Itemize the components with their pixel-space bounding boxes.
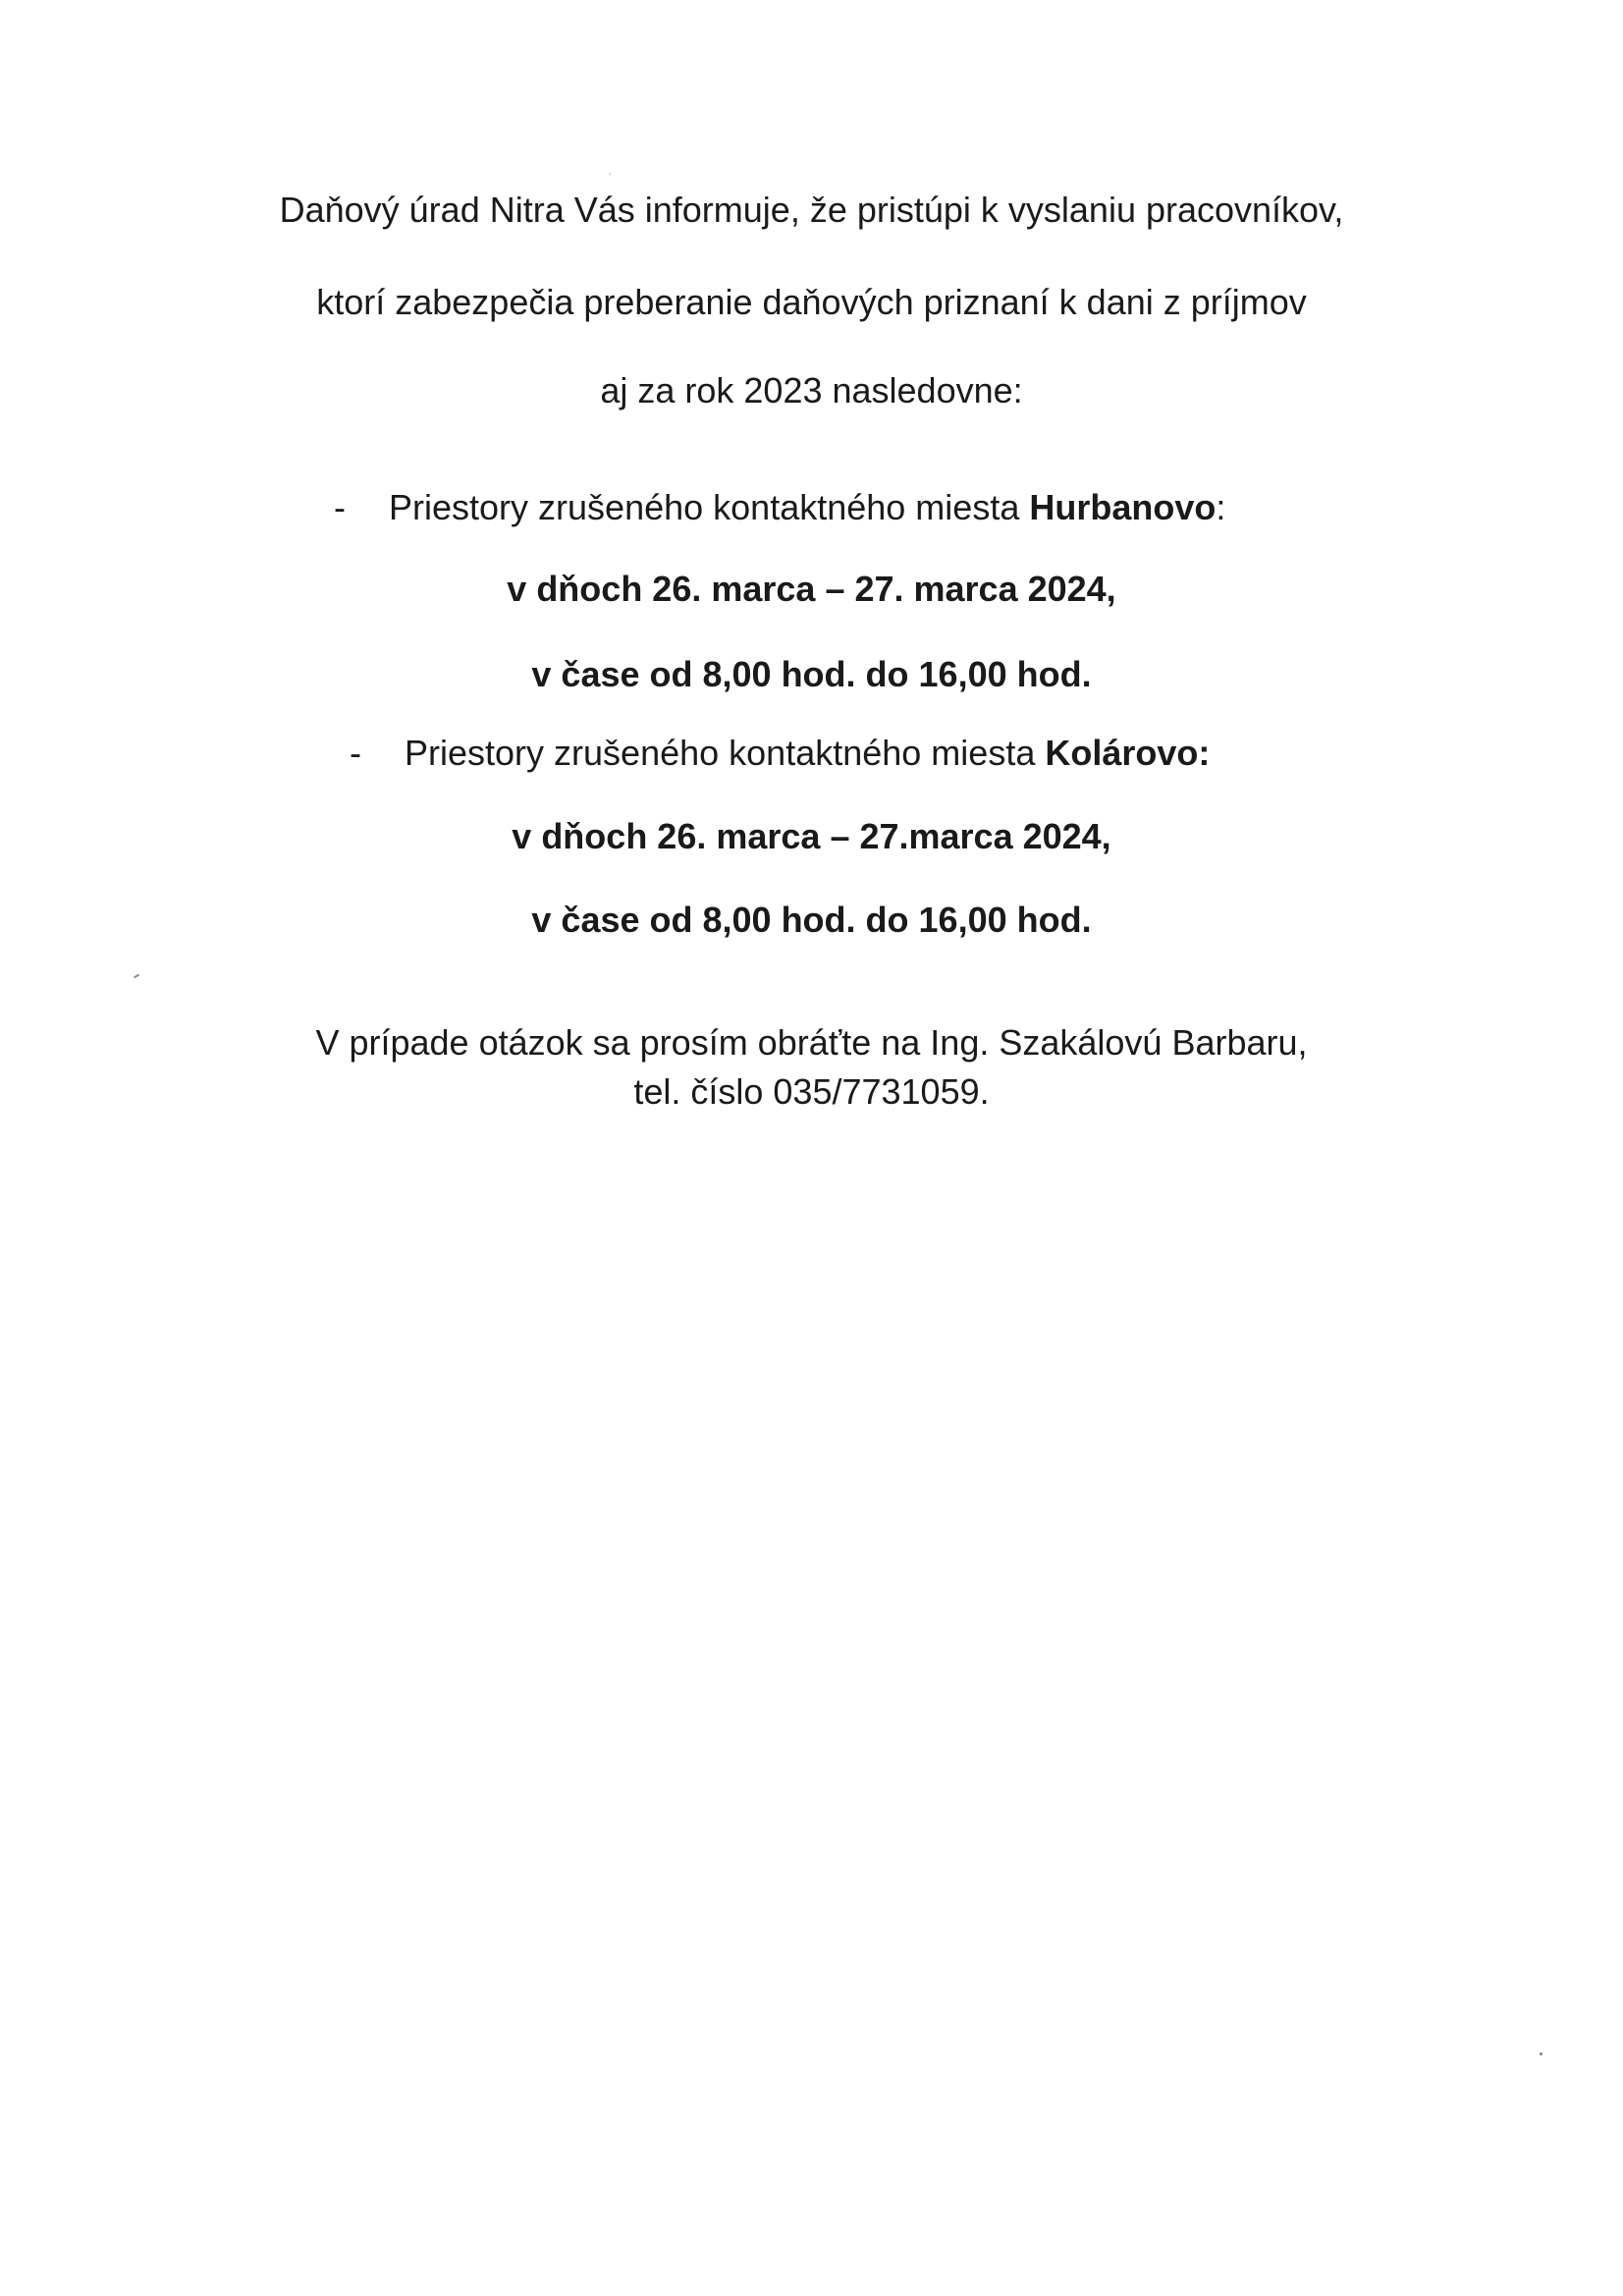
location-name: Kolárovo: [1045, 733, 1211, 773]
contact-line-2: tel. číslo 035/7731059. [633, 1071, 990, 1112]
location-prefix: Priestory zrušeného kontaktného miesta [405, 733, 1046, 773]
scan-speck [609, 173, 611, 175]
location-name: Hurbanovo [1029, 487, 1217, 527]
location-kolarovo-heading [350, 732, 1210, 775]
location-suffix: : [1216, 487, 1226, 527]
location-hurbanovo-dates: v dňoch 26. marca – 27. marca 2024, [507, 569, 1116, 609]
location-prefix: Priestory zrušeného kontaktného miesta [389, 487, 1030, 527]
intro-line-3: aj za rok 2023 nasledovne: [600, 370, 1023, 410]
scan-speck [1540, 2052, 1542, 2055]
intro-line-1: Daňový úrad Nitra Vás informuje, že pristúpi k vyslaniu pracovníkov, [279, 190, 1344, 230]
scan-speck [134, 974, 139, 979]
location-hurbanovo-heading [334, 486, 1225, 529]
intro-line-2: ktorí zabezpečia preberanie daňových priznaní k dani z príjmov [316, 282, 1307, 322]
location-kolarovo-time: v čase od 8,00 hod. do 16,00 hod. [531, 900, 1092, 940]
location-kolarovo-dates: v dňoch 26. marca – 27.marca 2024, [512, 816, 1111, 856]
bullet-dash: - [350, 733, 361, 773]
contact-line-1: V prípade otázok sa prosím obráťte na Ing. Szakálovú Barbaru, [315, 1022, 1308, 1063]
bullet-dash: - [334, 487, 346, 527]
location-hurbanovo-time: v čase od 8,00 hod. do 16,00 hod. [531, 654, 1092, 694]
